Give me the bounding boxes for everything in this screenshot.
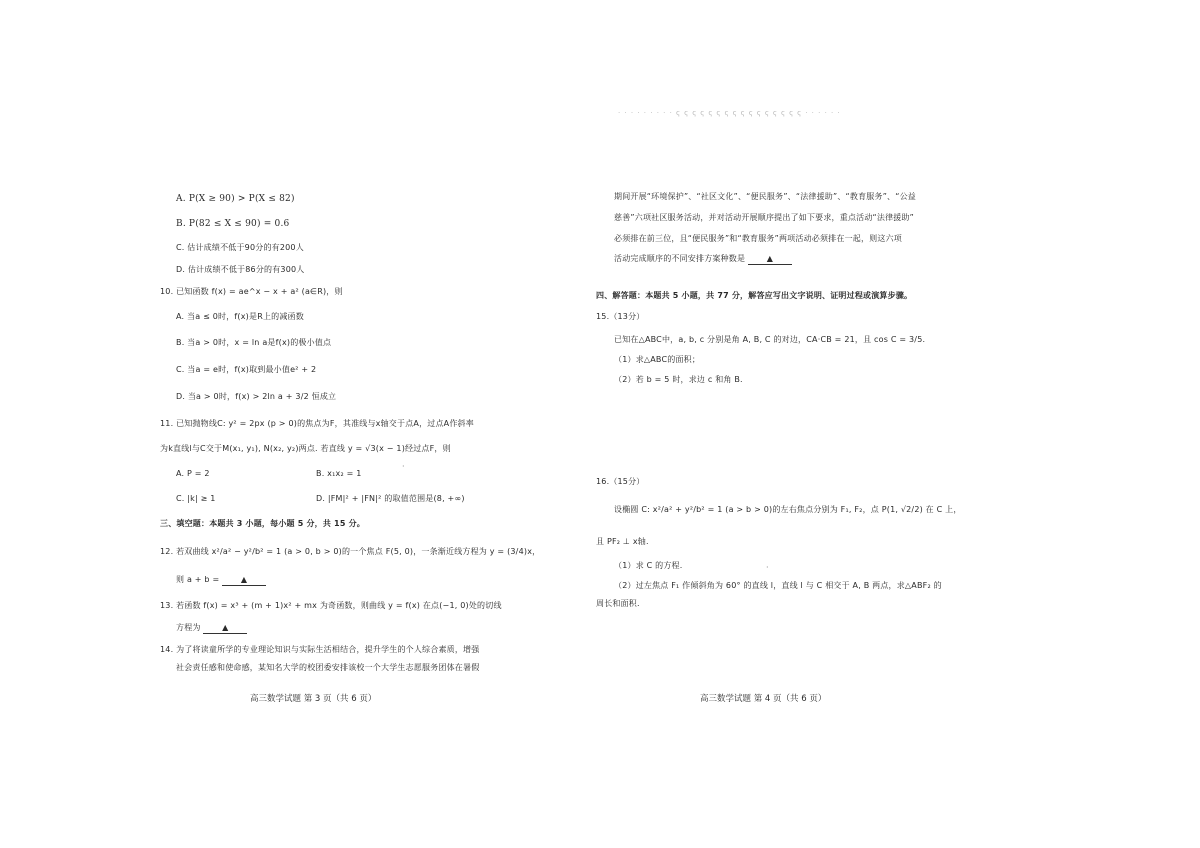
scan-speck: · [766, 563, 769, 572]
q11-stem-line2: 为k直线l与C交于M(x₁, y₁), N(x₂, y₂)两点. 若直线 y = √3(x − 1)经过点F，则 [160, 444, 451, 453]
q12-line1: 12. 若双曲线 x²/a² − y²/b² = 1 (a > 0, b > 0)的一个焦点 F(5, 0)，一条渐近线方程为 y = (3/4)x， [160, 547, 541, 556]
section-4-heading: 四、解答题：本题共 5 小题，共 77 分，解答应写出文字说明、证明过程或演算步骤。 [596, 291, 913, 300]
q16-part2: （2）过左焦点 F₁ 作倾斜角为 60° 的直线 l，直线 l 与 C 相交于 A, B 两点，求△ABF₂ 的 [614, 581, 942, 590]
q12-answer-prefix: 则 a + b = [176, 575, 220, 584]
q10-stem: 10. 已知函数 f(x) = ae^x − x + a² (a∈R)，则 [160, 287, 343, 296]
q10-option-a: A. 当a ≤ 0时，f(x)是R上的减函数 [176, 312, 304, 321]
q10-option-c: C. 当a = e时，f(x)取到最小值e² + 2 [176, 365, 317, 374]
q10-option-d: D. 当a > 0时，f(x) > 2ln a + 3/2 恒成立 [176, 392, 337, 401]
q15-part2: （2）若 b = 5 时，求边 c 和角 B. [614, 375, 743, 384]
q14-cont-line1: 期间开展“环境保护”、“社区文化”、“便民服务”、“法律援助”、“教育服务”、“公益 [614, 192, 916, 201]
scan-speck: · [402, 462, 405, 471]
q14-answer-blank: ▲ [748, 254, 792, 265]
q11-option-d: D. |FM|² + |FN|² 的取值范围是(8, +∞) [316, 494, 465, 503]
q14-line1: 14. 为了将读童所学的专业理论知识与实际生活相结合，提升学生的个人综合素质，增强 [160, 645, 480, 654]
right-page [596, 0, 1200, 848]
section-3-heading: 三、填空题：本题共 3 小题，每小题 5 分，共 15 分。 [160, 519, 365, 528]
q15-header: 15.（13分） [596, 312, 645, 321]
q12-answer-blank: ▲ [222, 575, 266, 586]
q16-stem: 设椭圆 C: x²/a² + y²/b² = 1 (a > b > 0)的左右焦点分别为 F₁, F₂，点 P(1, √2/2) 在 C 上， [614, 505, 962, 514]
q9-option-a: A. P(X ≥ 90) > P(X ≤ 82) [176, 194, 295, 204]
q14-cont-line3: 必须排在前三位，且“便民服务”和“教育服务”两项活动必须排在一起，则这六项 [614, 234, 902, 243]
q12-line2 [176, 574, 266, 586]
q16-part1: （1）求 C 的方程. [614, 561, 683, 570]
q16-part2-cont: 周长和面积. [596, 599, 640, 608]
q15-stem: 已知在△ABC中，a, b, c 分别是角 A, B, C 的对边，CA·CB = 21，且 cos C = 3/5. [614, 335, 926, 344]
q13-line1: 13. 若函数 f(x) = x³ + (m + 1)x² + mx 为奇函数，则曲线 y = f(x) 在点(−1, 0)处的切线 [160, 601, 502, 610]
q16-condition: 且 PF₂ ⊥ x轴. [596, 537, 649, 546]
right-page-footer: 高三数学试题 第 4 页（共 6 页） [700, 694, 827, 704]
q14-line2: 社会责任感和使命感，某知名大学的校团委安排该校一个大学生志愿服务团体在暑假 [176, 663, 480, 672]
q11-option-b: B. x₁x₂ = 1 [316, 469, 362, 478]
q13-answer-prefix: 方程为 [176, 623, 201, 632]
q10-option-b: B. 当a > 0时，x = ln a是f(x)的极小值点 [176, 338, 332, 347]
q14-answer-prefix: 活动完成顺序的不同安排方案种数是 [614, 254, 746, 263]
q9-option-d: D. 估计成绩不低于86分的有300人 [176, 265, 305, 274]
q13-answer-blank: ▲ [203, 623, 247, 634]
q16-header: 16.（15分） [596, 477, 645, 486]
q9-option-b: B. P(82 ≤ X ≤ 90) = 0.6 [176, 219, 290, 229]
q9-option-c: C. 估计成绩不低于90分的有200人 [176, 243, 304, 252]
q14-cont-line2: 慈善”六项社区服务活动，并对活动开展顺序提出了如下要求，重点活动“法律援助” [614, 213, 915, 222]
q13-line2 [176, 622, 247, 634]
q14-cont-line4 [614, 253, 792, 265]
left-page-footer: 高三数学试题 第 3 页（共 6 页） [250, 694, 377, 704]
q11-option-c: C. |k| ≥ 1 [176, 494, 216, 503]
q11-option-a: A. P = 2 [176, 469, 210, 478]
q11-stem-line1: 11. 已知抛物线C: y² = 2px (p > 0)的焦点为F，其准线与x轴交于点A，过点A作斜率 [160, 419, 474, 428]
scan-artifact: · · · · · · · · · ҁ ҁ ҁ ҁ ҁ ҁ ҁ ҁ ҁ ҁ ҁ ҁ ҁ ҁ ҁ ҁ · · · · · · [618, 109, 841, 117]
q15-part1: （1）求△ABC的面积； [614, 355, 701, 364]
